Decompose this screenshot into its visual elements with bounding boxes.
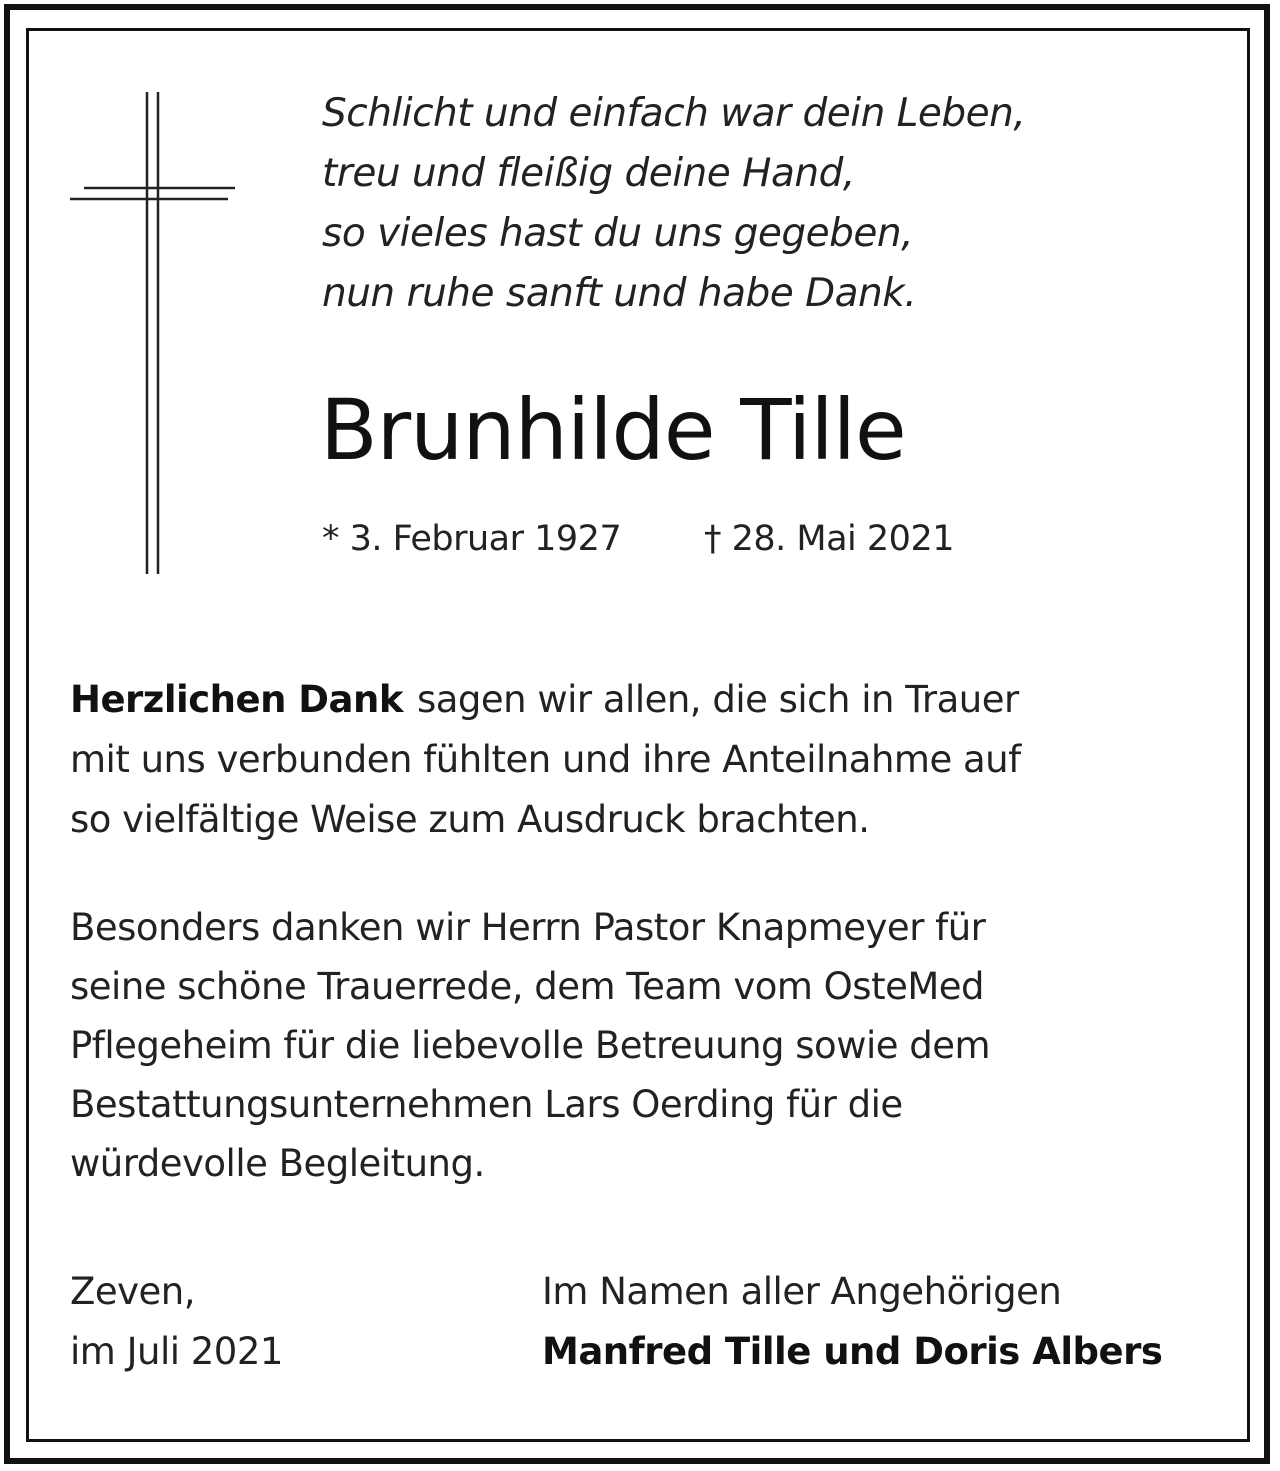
on-behalf-text: Im Namen aller Angehörigen: [542, 1270, 1062, 1313]
thanks-lead: Herzlichen Dank: [70, 678, 403, 721]
special-thanks-line: Bestattungsunternehmen Lars Oerding für die: [70, 1083, 903, 1126]
thanks-line: sagen wir allen, die sich in Trauer: [416, 678, 1019, 721]
special-thanks-line: Pflegeheim für die liebevolle Betreuung sowie dem: [70, 1024, 991, 1067]
verse-line: nun ruhe sanft und habe Dank.: [322, 271, 917, 316]
thanks-line: so vielfältige Weise zum Ausdruck brachten.: [70, 798, 870, 841]
verse-line: Schlicht und einfach war dein Leben,: [322, 91, 1026, 136]
date: im Juli 2021: [70, 1330, 283, 1373]
verse-line: treu und fleißig deine Hand,: [322, 151, 855, 196]
verse-line: so vieles hast du uns gegeben,: [322, 211, 914, 256]
special-thanks-line: Besonders danken wir Herrn Pastor Knapmeyer für: [70, 906, 986, 949]
deceased-name: Brunhilde Tille: [320, 381, 906, 479]
cross-icon: [70, 92, 240, 574]
verse: [322, 84, 1025, 324]
thanks-line: mit uns verbunden fühlten und ihre Anteilnahme auf: [70, 738, 1021, 781]
life-dates: [322, 514, 954, 564]
place-and-date: [70, 1262, 283, 1382]
special-thanks-line: würdevolle Begleitung.: [70, 1142, 485, 1185]
thanks-paragraph: [70, 670, 1190, 850]
special-thanks-paragraph: [70, 898, 1190, 1193]
death-date: † 28. Mai 2021: [704, 519, 954, 559]
special-thanks-line: seine schöne Trauerrede, dem Team vom OsteMed: [70, 965, 985, 1008]
place: Zeven,: [70, 1270, 195, 1313]
signatories: Manfred Tille und Doris Albers: [542, 1330, 1163, 1373]
signature-block: [542, 1262, 1162, 1382]
birth-date: * 3. Februar 1927: [322, 519, 622, 559]
